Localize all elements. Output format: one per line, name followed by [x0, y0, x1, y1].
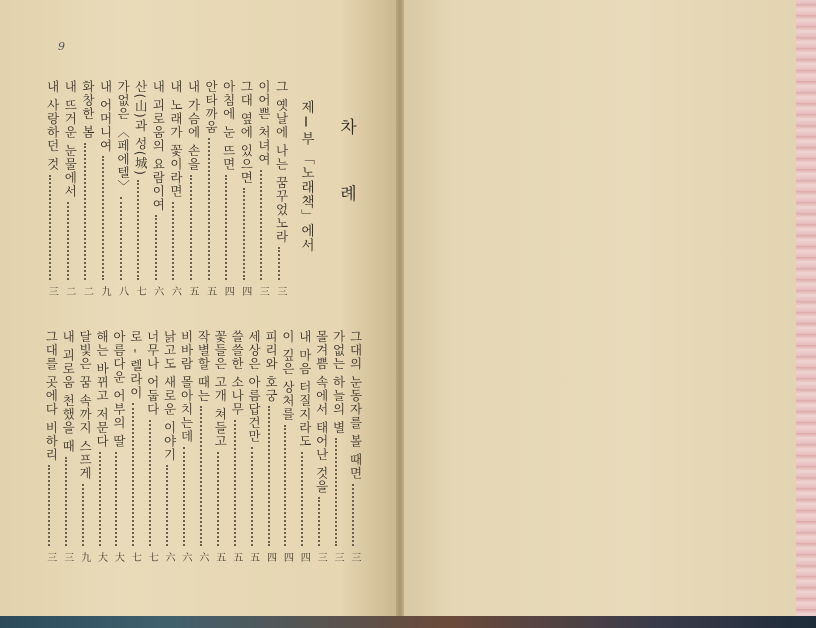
toc-leader-dots: [318, 497, 320, 546]
toc-entry-title: 이 깊은 상처를: [280, 330, 296, 421]
toc-leader-dots: [278, 247, 280, 280]
toc-entry-page: 六: [163, 552, 175, 562]
toc-entry-title: 꽃들은 고개 쳐들고: [212, 330, 228, 448]
toc-entry-page: 四: [264, 552, 276, 562]
toc-entry-title: 그대 옆에 있으면: [238, 80, 254, 185]
toc-entry: [228, 330, 246, 416]
toc-leader-dots: [301, 452, 303, 546]
toc-entry: [59, 330, 77, 453]
toc-entry-title: 내 괴로움 천했을 때: [60, 330, 76, 453]
toc-entry-page: 七: [134, 286, 146, 296]
toc-entry-page: 九: [78, 552, 90, 562]
toc-entry: [262, 330, 280, 402]
toc-entry: [245, 330, 263, 443]
toc-entry-page: 六: [151, 286, 163, 296]
toc-entry-title: 비바람 몰아치는데: [179, 330, 194, 443]
toc-entry-page: 四: [239, 286, 251, 296]
toc-entry-title: 산(山)과 성(城): [133, 80, 149, 176]
toc-entry: [114, 80, 132, 193]
toc-entry-page: 五: [204, 286, 216, 296]
toc-leader-dots: [200, 406, 202, 546]
toc-entry-title: 몰겨쁨 속에서 태어난 것을: [314, 330, 330, 494]
toc-entry-page: 三: [46, 286, 58, 296]
toc-leader-dots: [268, 406, 270, 546]
toc-leader-dots: [115, 452, 117, 546]
toc-entry-title: 가없는 하늘의 별: [331, 330, 347, 435]
toc-entry: [329, 330, 347, 434]
toc-entry: [211, 330, 229, 448]
toc-leader-dots: [234, 420, 236, 546]
toc-leader-dots: [190, 175, 192, 280]
toc-entry-title: 그대의 눈동자를 볼 때면: [348, 330, 363, 480]
toc-leader-dots: [49, 175, 51, 280]
toc-entry-page: 六: [180, 552, 191, 562]
toc-entry-page: 九: [99, 286, 110, 296]
toc-leader-dots: [172, 202, 174, 280]
toc-leader-dots: [335, 438, 337, 546]
toc-entry: [160, 330, 178, 461]
toc-entry-page: 六: [196, 552, 208, 562]
toc-entry-title: 내 어머니여: [98, 80, 113, 153]
toc-leader-dots: [217, 452, 219, 546]
toc-leader-dots: [251, 447, 253, 546]
toc-entry-title: 안타까움: [203, 80, 219, 134]
toc-entry: [237, 80, 255, 184]
toc-entry-title: 내 가슴에 손을: [186, 80, 201, 171]
toc-leader-dots: [183, 447, 185, 546]
toc-leader-dots: [84, 143, 86, 280]
toc-leader-dots: [99, 452, 101, 546]
toc-entry: [177, 330, 195, 443]
toc-entry-title: 해는 바뀌고 저문다: [94, 330, 110, 448]
toc-entry: [272, 80, 290, 243]
toc-entry: [42, 330, 60, 461]
toc-entry: [254, 80, 272, 166]
toc-entry-title: 내 사랑하던 것: [45, 80, 61, 171]
toc-entry: [202, 80, 220, 134]
toc-entry: [295, 330, 313, 448]
toc-entry-title: 아름다운 어부의 딸: [111, 330, 127, 448]
toc-entry: [312, 330, 330, 493]
toc-entry-page: 七: [129, 552, 141, 562]
toc-entry: [346, 330, 364, 480]
toc-entry: [76, 330, 94, 480]
toc-entry-page: 五: [187, 286, 198, 296]
toc-leader-dots: [208, 138, 210, 280]
toc-entry-page: 三: [61, 552, 73, 562]
toc-leader-dots: [82, 484, 84, 546]
toc-entry-title: 그 옛날에 나는 꿈꾸었노라: [274, 80, 289, 244]
toc-leader-dots: [260, 170, 262, 280]
page-number: 9: [58, 40, 65, 53]
toc-entry: [93, 330, 111, 448]
toc-entry-title: 내 괴로움의 요람이여: [150, 80, 166, 212]
toc-entry-page: 三: [44, 552, 56, 562]
toc-entry: [78, 80, 96, 139]
section-title: 제Ⅰ부 「노래책」에서: [298, 100, 314, 253]
toc-entry: [219, 80, 237, 171]
toc-leader-dots: [352, 484, 354, 546]
toc-entry-page: 三: [257, 286, 269, 296]
toc-entry: [131, 80, 149, 176]
toc-entry: [109, 330, 127, 448]
toc-entry: [166, 80, 184, 198]
toc-leader-dots: [65, 457, 67, 546]
toc-entry-title: 세상은 아름답건만: [246, 330, 262, 443]
toc-entry-page: 四: [281, 552, 293, 562]
toc-entry-title: 화창한 봄: [80, 80, 96, 139]
toc-entry-page: 五: [230, 552, 242, 562]
toc-entry-page: 三: [315, 552, 327, 562]
toc-entry: [126, 330, 144, 399]
toc-entry-page: 四: [298, 552, 310, 562]
toc-entry: [43, 80, 61, 171]
toc-entry-title: 내 마음 터질지라도: [297, 330, 313, 448]
toc-entry-page: 四: [222, 286, 234, 296]
toc-entry-title: 가없은 〈페에텔〉: [115, 80, 131, 193]
toc-leader-dots: [102, 156, 104, 280]
toc-entry-page: 六: [169, 286, 181, 296]
right-page-blank: [404, 0, 796, 620]
toc-entry: [96, 80, 114, 152]
toc-entry-title: 낡고도 새로운 이야기: [162, 330, 178, 462]
toc-entry-page: 大: [95, 552, 107, 562]
toc-entry-page: 二: [81, 286, 93, 296]
toc-leader-dots: [166, 465, 168, 546]
scan-border-strip: [0, 616, 816, 628]
toc-entry-title: 너무나 어둡다: [145, 330, 161, 416]
toc-entry-page: 大: [112, 552, 124, 562]
toc-entry-title: 피리와 호궁: [263, 330, 279, 403]
toc-entry: [278, 330, 296, 421]
toc-entry-page: 五: [213, 552, 225, 562]
toc-entry-page: 七: [146, 552, 158, 562]
toc-entry-title: 그대를 곳에다 비하리: [43, 330, 59, 462]
toc-leader-dots: [149, 420, 151, 546]
toc-entry-page: 三: [332, 552, 344, 562]
toc-entry: [143, 330, 161, 416]
toc-leader-dots: [120, 197, 122, 280]
toc-entry-page: 五: [247, 552, 259, 562]
toc-entry-page: 三: [349, 552, 360, 562]
toc-entry-title: 달빛은 꿈 속까지 스프게: [77, 330, 93, 480]
page-edge-stack: [796, 0, 816, 620]
toc-leader-dots: [48, 465, 50, 546]
toc-entry-title: 아침에 눈 뜨면: [221, 80, 237, 171]
toc-entry: [184, 80, 202, 171]
toc-entry-page: 二: [63, 286, 75, 296]
toc-leader-dots: [137, 180, 139, 280]
toc-entry-title: 내 뜨거운 눈물에서: [62, 80, 78, 198]
toc-leader-dots: [243, 188, 245, 280]
toc-leader-dots: [67, 202, 69, 280]
toc-entry-title: 내 노래가 꽃이라면: [168, 80, 184, 198]
toc-entry-page: 三: [275, 286, 286, 296]
toc-entry: [194, 330, 212, 402]
toc-entry-title: 로 - 렐라이: [128, 330, 144, 400]
toc-heading: 차 례: [336, 118, 356, 224]
toc-leader-dots: [225, 175, 227, 280]
toc-entry-title: 쓸쓸한 소나무: [229, 330, 245, 416]
toc-entry-title: 작별할 때는: [195, 330, 211, 403]
toc-entry: [149, 80, 167, 211]
toc-entry: [61, 80, 79, 198]
toc-entry-title: 이어쁜 처녀여: [256, 80, 272, 166]
toc-leader-dots: [132, 403, 134, 546]
toc-leader-dots: [284, 425, 286, 546]
toc-entry-page: 八: [116, 286, 128, 296]
toc-leader-dots: [155, 215, 157, 280]
